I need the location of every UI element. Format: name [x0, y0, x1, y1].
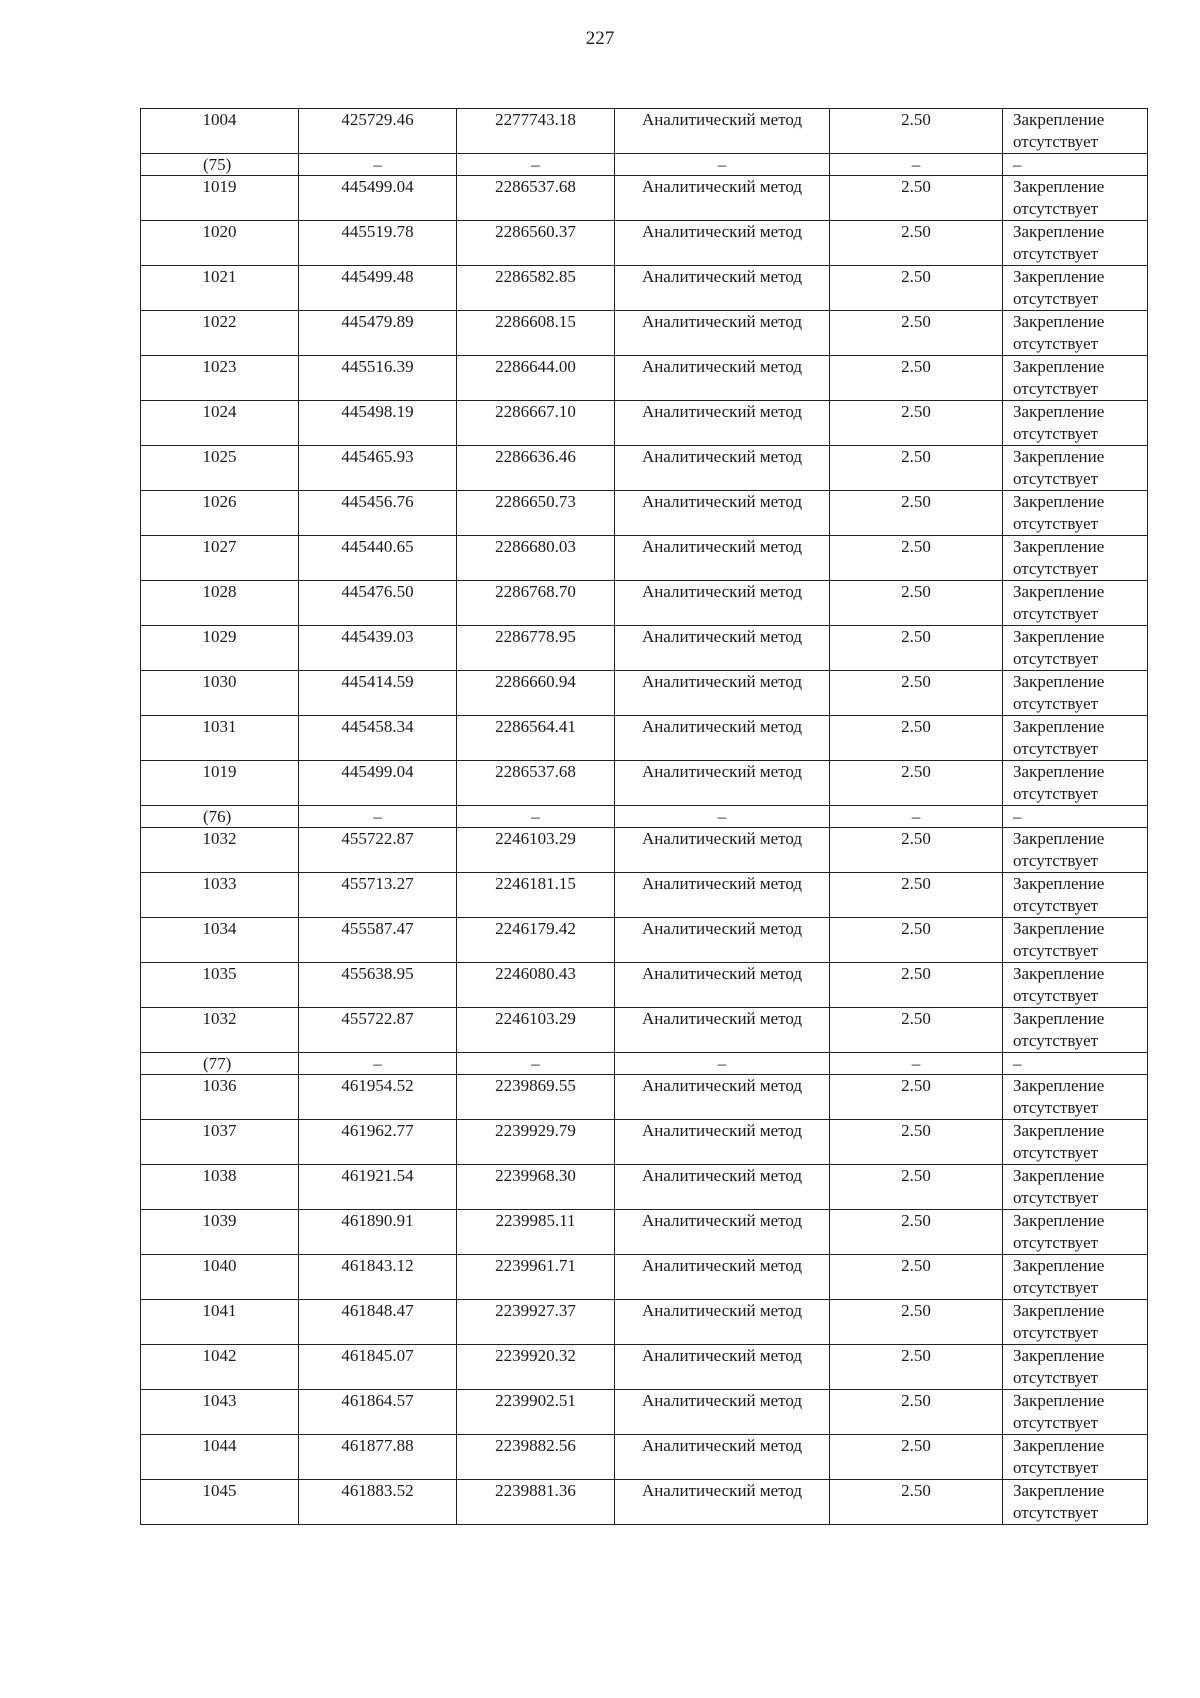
table-row — [141, 109, 1148, 154]
table-row — [141, 1255, 1148, 1300]
table-row — [141, 1120, 1148, 1165]
x-coordinate-cell: 445519.78 — [299, 221, 457, 266]
point-number-cell: 1019 — [141, 761, 299, 806]
fixing-description-cell: Закрепление отсутствует — [1003, 1300, 1148, 1345]
table-row — [141, 356, 1148, 401]
table-row — [141, 1300, 1148, 1345]
x-coordinate-cell: – — [299, 806, 457, 828]
page-number: 227 — [585, 28, 615, 49]
fixing-description-cell: Закрепление отсутствует — [1003, 1210, 1148, 1255]
y-coordinate-cell: 2286636.46 — [457, 446, 615, 491]
accuracy-cell: 2.50 — [830, 536, 1003, 581]
fixing-description-cell: – — [1003, 154, 1148, 176]
table-row — [141, 1165, 1148, 1210]
point-number-cell: 1031 — [141, 716, 299, 761]
y-coordinate-cell: – — [457, 1053, 615, 1075]
table-row — [141, 1390, 1148, 1435]
accuracy-cell: 2.50 — [830, 1075, 1003, 1120]
y-coordinate-cell: 2239869.55 — [457, 1075, 615, 1120]
fixing-description-cell: Закрепление отсутствует — [1003, 918, 1148, 963]
x-coordinate-cell: 445476.50 — [299, 581, 457, 626]
contour-separator-row — [141, 1053, 1148, 1075]
x-coordinate-cell: 445465.93 — [299, 446, 457, 491]
accuracy-cell: 2.50 — [830, 1300, 1003, 1345]
fixing-description-cell: Закрепление отсутствует — [1003, 311, 1148, 356]
y-coordinate-cell: 2239902.51 — [457, 1390, 615, 1435]
y-coordinate-cell: 2246103.29 — [457, 828, 615, 873]
point-number-cell: 1041 — [141, 1300, 299, 1345]
method-cell: – — [615, 154, 830, 176]
method-cell: Аналитический метод — [615, 1435, 830, 1480]
x-coordinate-cell: 445456.76 — [299, 491, 457, 536]
method-cell: Аналитический метод — [615, 446, 830, 491]
y-coordinate-cell: 2286537.68 — [457, 761, 615, 806]
accuracy-cell: 2.50 — [830, 311, 1003, 356]
method-cell: Аналитический метод — [615, 761, 830, 806]
accuracy-cell: 2.50 — [830, 356, 1003, 401]
y-coordinate-cell: 2246103.29 — [457, 1008, 615, 1053]
x-coordinate-cell: 461883.52 — [299, 1480, 457, 1525]
x-coordinate-cell: 461864.57 — [299, 1390, 457, 1435]
point-number-cell: 1040 — [141, 1255, 299, 1300]
point-number-cell: 1032 — [141, 1008, 299, 1053]
method-cell: Аналитический метод — [615, 401, 830, 446]
table-row — [141, 176, 1148, 221]
accuracy-cell: 2.50 — [830, 671, 1003, 716]
fixing-description-cell: Закрепление отсутствует — [1003, 761, 1148, 806]
coordinates-table — [140, 108, 1148, 1525]
x-coordinate-cell: – — [299, 154, 457, 176]
y-coordinate-cell: 2286680.03 — [457, 536, 615, 581]
accuracy-cell: 2.50 — [830, 109, 1003, 154]
method-cell: Аналитический метод — [615, 311, 830, 356]
x-coordinate-cell: 455713.27 — [299, 873, 457, 918]
point-number-cell: 1004 — [141, 109, 299, 154]
table-row — [141, 626, 1148, 671]
contour-separator-row — [141, 806, 1148, 828]
y-coordinate-cell: 2246080.43 — [457, 963, 615, 1008]
table-row — [141, 581, 1148, 626]
fixing-description-cell: Закрепление отсутствует — [1003, 1345, 1148, 1390]
fixing-description-cell: Закрепление отсутствует — [1003, 1435, 1148, 1480]
method-cell: Аналитический метод — [615, 356, 830, 401]
x-coordinate-cell: 445479.89 — [299, 311, 457, 356]
y-coordinate-cell: 2286564.41 — [457, 716, 615, 761]
y-coordinate-cell: 2286667.10 — [457, 401, 615, 446]
table-row — [141, 446, 1148, 491]
y-coordinate-cell: – — [457, 806, 615, 828]
y-coordinate-cell: 2239968.30 — [457, 1165, 615, 1210]
accuracy-cell: 2.50 — [830, 1480, 1003, 1525]
fixing-description-cell: Закрепление отсутствует — [1003, 873, 1148, 918]
accuracy-cell: 2.50 — [830, 716, 1003, 761]
fixing-description-cell: Закрепление отсутствует — [1003, 1480, 1148, 1525]
point-number-cell: 1042 — [141, 1345, 299, 1390]
method-cell: Аналитический метод — [615, 266, 830, 311]
x-coordinate-cell: 445498.19 — [299, 401, 457, 446]
method-cell: Аналитический метод — [615, 109, 830, 154]
point-number-cell: (77) — [141, 1053, 299, 1075]
x-coordinate-cell: 461962.77 — [299, 1120, 457, 1165]
accuracy-cell: 2.50 — [830, 1210, 1003, 1255]
method-cell: Аналитический метод — [615, 1390, 830, 1435]
point-number-cell: 1032 — [141, 828, 299, 873]
table-row — [141, 1435, 1148, 1480]
x-coordinate-cell: 461845.07 — [299, 1345, 457, 1390]
fixing-description-cell: Закрепление отсутствует — [1003, 1390, 1148, 1435]
fixing-description-cell: Закрепление отсутствует — [1003, 266, 1148, 311]
fixing-description-cell: Закрепление отсутствует — [1003, 356, 1148, 401]
accuracy-cell: 2.50 — [830, 581, 1003, 626]
fixing-description-cell: Закрепление отсутствует — [1003, 581, 1148, 626]
accuracy-cell: 2.50 — [830, 1255, 1003, 1300]
y-coordinate-cell: 2277743.18 — [457, 109, 615, 154]
point-number-cell: 1025 — [141, 446, 299, 491]
method-cell: Аналитический метод — [615, 716, 830, 761]
y-coordinate-cell: 2286608.15 — [457, 311, 615, 356]
x-coordinate-cell: 455587.47 — [299, 918, 457, 963]
x-coordinate-cell: 445414.59 — [299, 671, 457, 716]
method-cell: Аналитический метод — [615, 828, 830, 873]
accuracy-cell: 2.50 — [830, 873, 1003, 918]
y-coordinate-cell: 2286644.00 — [457, 356, 615, 401]
x-coordinate-cell: 455722.87 — [299, 1008, 457, 1053]
x-coordinate-cell: 445499.48 — [299, 266, 457, 311]
point-number-cell: (75) — [141, 154, 299, 176]
fixing-description-cell: Закрепление отсутствует — [1003, 176, 1148, 221]
fixing-description-cell: Закрепление отсутствует — [1003, 491, 1148, 536]
point-number-cell: 1030 — [141, 671, 299, 716]
method-cell: Аналитический метод — [615, 1345, 830, 1390]
point-number-cell: 1034 — [141, 918, 299, 963]
table-row — [141, 311, 1148, 356]
accuracy-cell: 2.50 — [830, 1120, 1003, 1165]
y-coordinate-cell: 2286537.68 — [457, 176, 615, 221]
y-coordinate-cell: 2239920.32 — [457, 1345, 615, 1390]
table-row — [141, 828, 1148, 873]
method-cell: Аналитический метод — [615, 1120, 830, 1165]
method-cell: Аналитический метод — [615, 963, 830, 1008]
fixing-description-cell: Закрепление отсутствует — [1003, 109, 1148, 154]
accuracy-cell: 2.50 — [830, 401, 1003, 446]
accuracy-cell: 2.50 — [830, 626, 1003, 671]
method-cell: Аналитический метод — [615, 873, 830, 918]
point-number-cell: 1038 — [141, 1165, 299, 1210]
table-row — [141, 761, 1148, 806]
point-number-cell: 1033 — [141, 873, 299, 918]
x-coordinate-cell: 461877.88 — [299, 1435, 457, 1480]
y-coordinate-cell: 2239961.71 — [457, 1255, 615, 1300]
point-number-cell: 1036 — [141, 1075, 299, 1120]
method-cell: – — [615, 1053, 830, 1075]
point-number-cell: 1039 — [141, 1210, 299, 1255]
table-row — [141, 963, 1148, 1008]
method-cell: Аналитический метод — [615, 1480, 830, 1525]
method-cell: Аналитический метод — [615, 581, 830, 626]
fixing-description-cell: Закрепление отсутствует — [1003, 626, 1148, 671]
y-coordinate-cell: 2239985.11 — [457, 1210, 615, 1255]
x-coordinate-cell: 445440.65 — [299, 536, 457, 581]
x-coordinate-cell: 461843.12 — [299, 1255, 457, 1300]
accuracy-cell: 2.50 — [830, 1390, 1003, 1435]
accuracy-cell: – — [830, 1053, 1003, 1075]
fixing-description-cell: Закрепление отсутствует — [1003, 221, 1148, 266]
table-row — [141, 716, 1148, 761]
fixing-description-cell: – — [1003, 806, 1148, 828]
accuracy-cell: 2.50 — [830, 1345, 1003, 1390]
table-row — [141, 266, 1148, 311]
point-number-cell: 1022 — [141, 311, 299, 356]
table-row — [141, 918, 1148, 963]
fixing-description-cell: Закрепление отсутствует — [1003, 716, 1148, 761]
y-coordinate-cell: 2286768.70 — [457, 581, 615, 626]
accuracy-cell: 2.50 — [830, 963, 1003, 1008]
table-row — [141, 536, 1148, 581]
x-coordinate-cell: 425729.46 — [299, 109, 457, 154]
point-number-cell: 1027 — [141, 536, 299, 581]
point-number-cell: 1043 — [141, 1390, 299, 1435]
method-cell: Аналитический метод — [615, 536, 830, 581]
table-row — [141, 873, 1148, 918]
fixing-description-cell: Закрепление отсутствует — [1003, 963, 1148, 1008]
fixing-description-cell: Закрепление отсутствует — [1003, 446, 1148, 491]
point-number-cell: (76) — [141, 806, 299, 828]
x-coordinate-cell: 455638.95 — [299, 963, 457, 1008]
point-number-cell: 1023 — [141, 356, 299, 401]
contour-separator-row — [141, 154, 1148, 176]
table-row — [141, 671, 1148, 716]
y-coordinate-cell: 2286650.73 — [457, 491, 615, 536]
method-cell: Аналитический метод — [615, 1210, 830, 1255]
x-coordinate-cell: 445439.03 — [299, 626, 457, 671]
accuracy-cell: 2.50 — [830, 918, 1003, 963]
point-number-cell: 1024 — [141, 401, 299, 446]
x-coordinate-cell: 461890.91 — [299, 1210, 457, 1255]
accuracy-cell: 2.50 — [830, 828, 1003, 873]
x-coordinate-cell: – — [299, 1053, 457, 1075]
coordinates-table-body — [141, 109, 1148, 1525]
y-coordinate-cell: 2286778.95 — [457, 626, 615, 671]
fixing-description-cell: Закрепление отсутствует — [1003, 1120, 1148, 1165]
accuracy-cell: 2.50 — [830, 1435, 1003, 1480]
accuracy-cell: 2.50 — [830, 491, 1003, 536]
point-number-cell: 1020 — [141, 221, 299, 266]
method-cell: Аналитический метод — [615, 1255, 830, 1300]
method-cell: Аналитический метод — [615, 918, 830, 963]
fixing-description-cell: Закрепление отсутствует — [1003, 1008, 1148, 1053]
x-coordinate-cell: 445516.39 — [299, 356, 457, 401]
point-number-cell: 1035 — [141, 963, 299, 1008]
accuracy-cell: 2.50 — [830, 446, 1003, 491]
point-number-cell: 1037 — [141, 1120, 299, 1165]
accuracy-cell: 2.50 — [830, 176, 1003, 221]
point-number-cell: 1044 — [141, 1435, 299, 1480]
table-row — [141, 1345, 1148, 1390]
table-row — [141, 221, 1148, 266]
method-cell: – — [615, 806, 830, 828]
fixing-description-cell: Закрепление отсутствует — [1003, 1165, 1148, 1210]
fixing-description-cell: Закрепление отсутствует — [1003, 828, 1148, 873]
y-coordinate-cell: 2286660.94 — [457, 671, 615, 716]
y-coordinate-cell: 2246181.15 — [457, 873, 615, 918]
method-cell: Аналитический метод — [615, 1008, 830, 1053]
accuracy-cell: 2.50 — [830, 221, 1003, 266]
y-coordinate-cell: 2286560.37 — [457, 221, 615, 266]
x-coordinate-cell: 455722.87 — [299, 828, 457, 873]
accuracy-cell: – — [830, 806, 1003, 828]
table-row — [141, 491, 1148, 536]
point-number-cell: 1028 — [141, 581, 299, 626]
fixing-description-cell: Закрепление отсутствует — [1003, 1255, 1148, 1300]
accuracy-cell: 2.50 — [830, 1008, 1003, 1053]
point-number-cell: 1021 — [141, 266, 299, 311]
method-cell: Аналитический метод — [615, 1300, 830, 1345]
point-number-cell: 1029 — [141, 626, 299, 671]
accuracy-cell: – — [830, 154, 1003, 176]
point-number-cell: 1045 — [141, 1480, 299, 1525]
fixing-description-cell: Закрепление отсутствует — [1003, 536, 1148, 581]
point-number-cell: 1019 — [141, 176, 299, 221]
method-cell: Аналитический метод — [615, 176, 830, 221]
y-coordinate-cell: 2239881.36 — [457, 1480, 615, 1525]
x-coordinate-cell: 445499.04 — [299, 176, 457, 221]
table-row — [141, 1008, 1148, 1053]
x-coordinate-cell: 461921.54 — [299, 1165, 457, 1210]
accuracy-cell: 2.50 — [830, 266, 1003, 311]
accuracy-cell: 2.50 — [830, 761, 1003, 806]
x-coordinate-cell: 445499.04 — [299, 761, 457, 806]
table-row — [141, 1075, 1148, 1120]
fixing-description-cell: Закрепление отсутствует — [1003, 671, 1148, 716]
fixing-description-cell: Закрепление отсутствует — [1003, 1075, 1148, 1120]
point-number-cell: 1026 — [141, 491, 299, 536]
fixing-description-cell: – — [1003, 1053, 1148, 1075]
y-coordinate-cell: 2239882.56 — [457, 1435, 615, 1480]
method-cell: Аналитический метод — [615, 626, 830, 671]
y-coordinate-cell: 2246179.42 — [457, 918, 615, 963]
y-coordinate-cell: 2286582.85 — [457, 266, 615, 311]
x-coordinate-cell: 461848.47 — [299, 1300, 457, 1345]
method-cell: Аналитический метод — [615, 491, 830, 536]
y-coordinate-cell: – — [457, 154, 615, 176]
accuracy-cell: 2.50 — [830, 1165, 1003, 1210]
fixing-description-cell: Закрепление отсутствует — [1003, 401, 1148, 446]
method-cell: Аналитический метод — [615, 221, 830, 266]
y-coordinate-cell: 2239927.37 — [457, 1300, 615, 1345]
x-coordinate-cell: 461954.52 — [299, 1075, 457, 1120]
table-row — [141, 1210, 1148, 1255]
method-cell: Аналитический метод — [615, 1165, 830, 1210]
y-coordinate-cell: 2239929.79 — [457, 1120, 615, 1165]
method-cell: Аналитический метод — [615, 671, 830, 716]
method-cell: Аналитический метод — [615, 1075, 830, 1120]
table-row — [141, 1480, 1148, 1525]
x-coordinate-cell: 445458.34 — [299, 716, 457, 761]
table-row — [141, 401, 1148, 446]
